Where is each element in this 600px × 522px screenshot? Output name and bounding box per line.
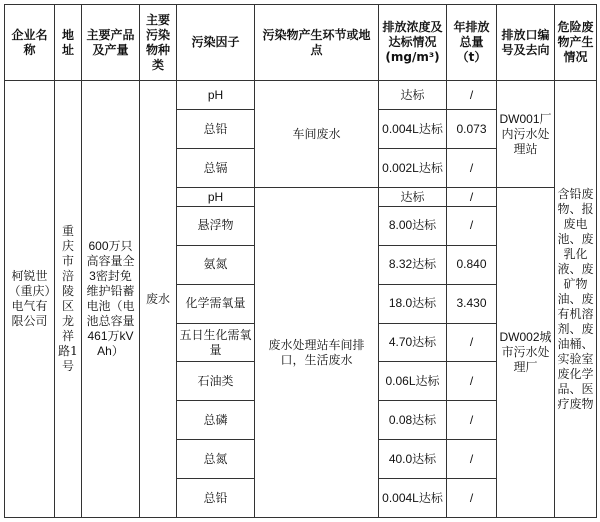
- factor-cell: 总磷: [177, 401, 255, 440]
- factor-cell: 悬浮物: [177, 207, 255, 246]
- table-row: [5, 81, 597, 110]
- concentration-cell: 达标: [379, 81, 447, 110]
- source-cell: 废水处理站车间排口，生活废水: [255, 188, 379, 518]
- factor-cell: 总氮: [177, 440, 255, 479]
- pollutant-type: 废水: [140, 81, 177, 518]
- annual-cell: 0.073: [447, 110, 497, 149]
- annual-cell: /: [447, 188, 497, 207]
- factor-cell: 总铅: [177, 110, 255, 149]
- header-address: 地址: [55, 5, 82, 81]
- header-pollutant-type: 主要污染物种类: [140, 5, 177, 81]
- concentration-cell: 达标: [379, 188, 447, 207]
- annual-cell: /: [447, 440, 497, 479]
- concentration-cell: 8.00达标: [379, 207, 447, 246]
- annual-cell: /: [447, 362, 497, 401]
- outlet-cell: DW001厂内污水处理站: [497, 81, 555, 188]
- concentration-cell: 8.32达标: [379, 245, 447, 284]
- annual-cell: /: [447, 323, 497, 362]
- outlet-cell: DW002城市污水处理厂: [497, 188, 555, 518]
- concentration-cell: 0.002L达标: [379, 149, 447, 188]
- factor-cell: 氨氮: [177, 245, 255, 284]
- concentration-cell: 0.004L达标: [379, 479, 447, 518]
- concentration-cell: 0.08达标: [379, 401, 447, 440]
- header-row: [5, 5, 597, 81]
- annual-cell: /: [447, 207, 497, 246]
- factor-cell: 总镉: [177, 149, 255, 188]
- annual-cell: /: [447, 479, 497, 518]
- header-source: 污染物产生环节或地点: [255, 5, 379, 81]
- factor-cell: 石油类: [177, 362, 255, 401]
- header-hazardous: 危险废物产生情况: [555, 5, 597, 81]
- header-product: 主要产品及产量: [82, 5, 140, 81]
- header-company: 企业名称: [5, 5, 55, 81]
- annual-cell: /: [447, 401, 497, 440]
- factor-cell: 五日生化需氧量: [177, 323, 255, 362]
- concentration-cell: 18.0达标: [379, 284, 447, 323]
- pollution-table: [4, 4, 597, 518]
- hazardous-waste: 含铅废物、报废电池、废乳化液、废矿物油、废有机溶剂、废油桶、实验室废化学品、医疗废物: [555, 81, 597, 518]
- concentration-cell: 0.004L达标: [379, 110, 447, 149]
- annual-cell: /: [447, 149, 497, 188]
- header-concentration: 排放浓度及达标情况(mg/m³): [379, 5, 447, 81]
- header-factor: 污染因子: [177, 5, 255, 81]
- annual-cell: /: [447, 81, 497, 110]
- factor-cell: 总铅: [177, 479, 255, 518]
- company-product: 600万只高容量全3密封免维护铅蓄电池（电池总容量461万kVAh）: [82, 81, 140, 518]
- header-annual: 年排放总量（t）: [447, 5, 497, 81]
- company-address: 重庆市涪陵区龙祥路1号: [55, 81, 82, 518]
- annual-cell: 3.430: [447, 284, 497, 323]
- annual-cell: 0.840: [447, 245, 497, 284]
- concentration-cell: 0.06L达标: [379, 362, 447, 401]
- concentration-cell: 40.0达标: [379, 440, 447, 479]
- factor-cell: pH: [177, 81, 255, 110]
- factor-cell: 化学需氧量: [177, 284, 255, 323]
- company-name: 柯锐世（重庆）电气有限公司: [5, 81, 55, 518]
- source-cell: 车间废水: [255, 81, 379, 188]
- concentration-cell: 4.70达标: [379, 323, 447, 362]
- header-outlet: 排放口编号及去向: [497, 5, 555, 81]
- factor-cell: pH: [177, 188, 255, 207]
